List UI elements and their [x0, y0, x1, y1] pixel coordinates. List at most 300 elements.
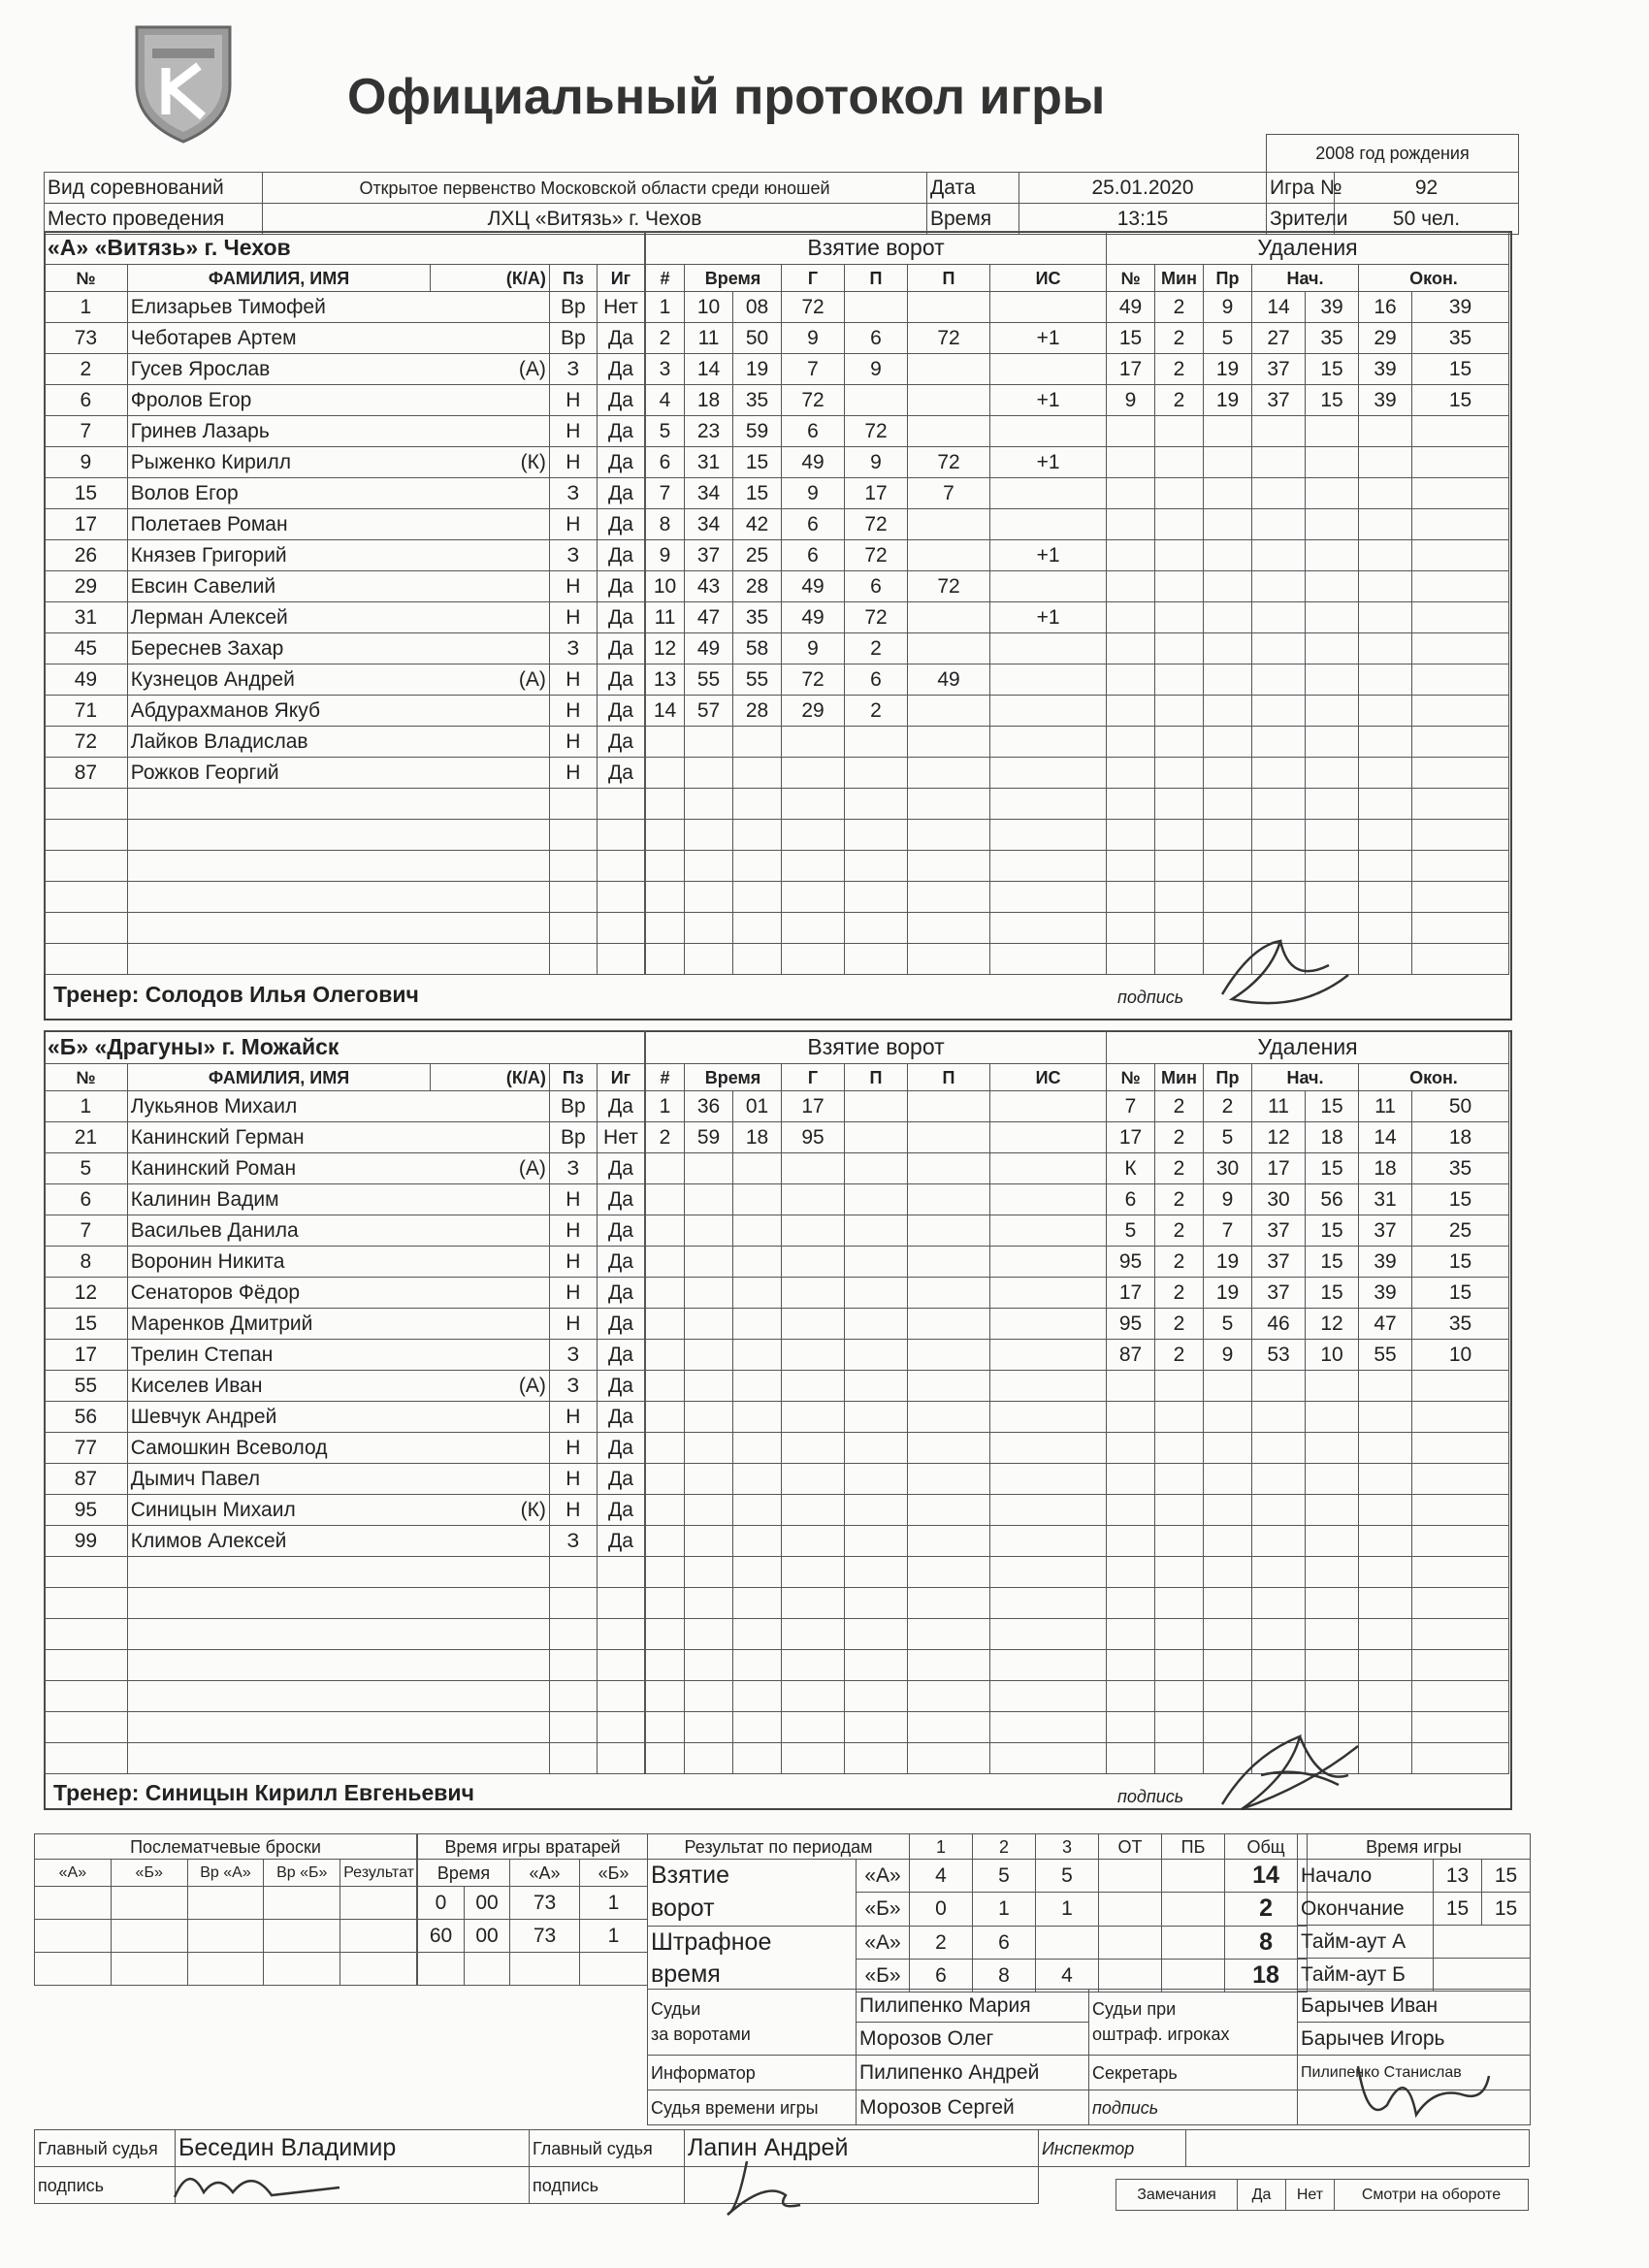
team-b-goals	[645, 1030, 1107, 1774]
empty-cell	[685, 727, 733, 758]
goal-row	[646, 354, 1107, 385]
empty-cell	[990, 1588, 1107, 1619]
player-number: 2	[45, 354, 128, 385]
goal-a2	[908, 354, 990, 385]
empty-cell	[782, 1495, 845, 1526]
table-row	[45, 1526, 645, 1557]
goalie-time-sec: 00	[465, 1920, 510, 1953]
player-name: Васильев Данила	[127, 1215, 431, 1247]
empty-cell	[990, 1557, 1107, 1588]
goal-m: 11	[685, 323, 733, 354]
empty-cell	[733, 1402, 782, 1433]
empty-cell	[431, 1712, 550, 1743]
pen-header-num: №	[1107, 1064, 1155, 1091]
empty-cell	[1252, 727, 1306, 758]
empty-cell	[646, 1588, 685, 1619]
chief-label-2: Главный судья	[530, 2130, 685, 2167]
empty-cell	[908, 1712, 990, 1743]
player-played: Да	[597, 1184, 644, 1215]
remarks-no[interactable]: Нет	[1286, 2180, 1335, 2211]
penalty-em: 47	[1359, 1309, 1412, 1340]
secretary-value: Пилипенко Станислав	[1298, 2056, 1531, 2090]
player-number: 77	[45, 1433, 128, 1464]
goal-n: 7	[646, 478, 685, 509]
period-value	[1162, 1926, 1225, 1959]
goal-n: 10	[646, 571, 685, 602]
player-played: Да	[597, 1464, 644, 1495]
player-position: З	[549, 1153, 597, 1184]
goal-s: 15	[733, 478, 782, 509]
empty-cell	[1412, 1588, 1509, 1619]
empty-cell	[1252, 1526, 1306, 1557]
empty-cell	[1204, 509, 1252, 540]
player-position: Вр	[549, 323, 597, 354]
empty-cell	[1412, 664, 1509, 696]
empty-cell	[45, 1743, 128, 1774]
periods-team: «А»	[857, 1860, 910, 1893]
penalty-num: 17	[1107, 1278, 1155, 1309]
empty-cell	[733, 913, 782, 944]
empty-cell	[1204, 696, 1252, 727]
empty-cell	[1359, 1557, 1412, 1588]
empty-cell	[646, 1309, 685, 1340]
empty-cell	[646, 1526, 685, 1557]
empty-cell	[1306, 1526, 1359, 1557]
empty-cell	[1306, 1464, 1359, 1495]
empty-cell	[1359, 540, 1412, 571]
penalty-sm: 37	[1252, 1215, 1306, 1247]
empty-cell	[646, 1340, 685, 1371]
player-number: 87	[45, 1464, 128, 1495]
player-played: Нет	[597, 1122, 644, 1153]
goal-row	[646, 1091, 1107, 1122]
goals-header-time: Время	[685, 265, 782, 292]
goalie-team-a: 73	[510, 1920, 580, 1953]
empty-cell	[597, 820, 644, 851]
player-name: Береснев Захар	[127, 633, 431, 664]
penalty-num: К	[1107, 1153, 1155, 1184]
roster-header-num: №	[45, 1064, 128, 1091]
table-row	[45, 1495, 645, 1526]
league-logo	[131, 17, 236, 146]
player-position: Н	[549, 1495, 597, 1526]
empty-cell	[1155, 882, 1204, 913]
player-role	[431, 1278, 550, 1309]
empty-cell	[1412, 1650, 1509, 1681]
player-position: Н	[549, 1215, 597, 1247]
empty-cell	[1252, 1650, 1306, 1681]
empty-cell	[1107, 913, 1155, 944]
player-position: Н	[549, 385, 597, 416]
empty-cell	[845, 1371, 908, 1402]
goal-row	[646, 1122, 1107, 1153]
empty-cell	[1359, 1495, 1412, 1526]
empty-cell	[1306, 789, 1359, 820]
player-number: 45	[45, 633, 128, 664]
goalie-time-col-a: «А»	[510, 1860, 580, 1887]
goal-n: 2	[646, 1122, 685, 1153]
player-position: З	[549, 540, 597, 571]
player-played: Да	[597, 696, 644, 727]
empty-cell	[1252, 571, 1306, 602]
empty-cell	[1204, 727, 1252, 758]
player-position: Вр	[549, 1122, 597, 1153]
table-row	[45, 1184, 645, 1215]
empty-cell	[646, 1495, 685, 1526]
table-row	[45, 1340, 645, 1371]
empty-cell	[782, 1309, 845, 1340]
goal-g: 9	[782, 323, 845, 354]
empty-cell	[597, 789, 644, 820]
empty-cell	[431, 1619, 550, 1650]
empty-cell	[908, 1309, 990, 1340]
empty-cell	[1107, 509, 1155, 540]
player-number: 17	[45, 509, 128, 540]
penalty-ss: 56	[1306, 1184, 1359, 1215]
period-value	[1162, 1860, 1225, 1893]
player-played: Да	[597, 1278, 644, 1309]
empty-cell	[1107, 1619, 1155, 1650]
empty-cell	[908, 1215, 990, 1247]
empty-cell	[127, 1619, 431, 1650]
chief-sig-label-2: подпись	[530, 2167, 685, 2204]
goal-s: 35	[733, 602, 782, 633]
penalty-row	[1107, 1184, 1509, 1215]
goals-header-g: Г	[782, 1064, 845, 1091]
empty-cell	[1359, 1464, 1412, 1495]
empty-cell	[549, 820, 597, 851]
pen-header-min: Мин	[1155, 1064, 1204, 1091]
empty-cell	[1155, 1619, 1204, 1650]
goal-row	[646, 571, 1107, 602]
penalty-min: 2	[1155, 1340, 1204, 1371]
player-played: Да	[597, 727, 644, 758]
penalty-em: 29	[1359, 323, 1412, 354]
goal-n: 3	[646, 354, 685, 385]
empty-cell	[733, 1278, 782, 1309]
empty-cell	[1359, 478, 1412, 509]
pen-header-reason: Пр	[1204, 265, 1252, 292]
period-value	[1162, 1893, 1225, 1926]
empty-cell	[1204, 478, 1252, 509]
empty-cell	[1306, 1557, 1359, 1588]
empty-cell	[782, 1588, 845, 1619]
empty-cell	[45, 851, 128, 882]
empty-cell	[646, 1743, 685, 1774]
empty-cell	[1359, 758, 1412, 789]
empty-cell	[1412, 1526, 1509, 1557]
penalty-num: 95	[1107, 1247, 1155, 1278]
empty-cell	[845, 1153, 908, 1184]
goalie-time-table	[417, 1833, 648, 1986]
empty-cell	[1155, 1464, 1204, 1495]
penalty-ss: 10	[1306, 1340, 1359, 1371]
empty-cell	[1204, 1619, 1252, 1650]
penalty-pr: 19	[1204, 1247, 1252, 1278]
empty-cell	[908, 851, 990, 882]
penalty-min: 2	[1155, 1247, 1204, 1278]
penalty-ss: 12	[1306, 1309, 1359, 1340]
table-row	[45, 416, 645, 447]
player-played: Да	[597, 758, 644, 789]
goal-g: 49	[782, 602, 845, 633]
empty-cell	[431, 1588, 550, 1619]
player-role	[431, 1526, 550, 1557]
goal-m: 47	[685, 602, 733, 633]
inspector-label: Инспектор	[1039, 2130, 1186, 2167]
end-label: Окончание	[1298, 1893, 1434, 1926]
empty-cell	[45, 944, 128, 975]
period-value	[1099, 1860, 1162, 1893]
goalie-team-b: 1	[580, 1887, 648, 1920]
roster-header-num: №	[45, 265, 128, 292]
empty-cell	[1359, 696, 1412, 727]
goal-row	[646, 385, 1107, 416]
empty-cell	[1155, 1681, 1204, 1712]
goal-m: 43	[685, 571, 733, 602]
goal-is: +1	[990, 540, 1107, 571]
empty-cell	[990, 1309, 1107, 1340]
empty-cell	[1359, 882, 1412, 913]
empty-cell	[597, 1557, 644, 1588]
player-position: З	[549, 1526, 597, 1557]
goal-a1: 6	[845, 571, 908, 602]
empty-cell	[990, 820, 1107, 851]
empty-cell	[845, 1557, 908, 1588]
empty-cell	[1412, 851, 1509, 882]
empty-cell	[646, 913, 685, 944]
empty-cell	[1359, 944, 1412, 975]
empty-cell	[45, 1588, 128, 1619]
player-role	[431, 1215, 550, 1247]
empty-cell	[908, 1743, 990, 1774]
goal-a1: 9	[845, 447, 908, 478]
player-name: Лайков Владислав	[127, 727, 431, 758]
empty-cell	[733, 1215, 782, 1247]
penalty-num: 17	[1107, 354, 1155, 385]
goal-a2	[908, 633, 990, 664]
empty-cell	[733, 1184, 782, 1215]
goal-row	[646, 664, 1107, 696]
player-position: Н	[549, 602, 597, 633]
pen-header-reason: Пр	[1204, 1064, 1252, 1091]
empty-cell	[1412, 1743, 1509, 1774]
empty-cell	[646, 820, 685, 851]
goal-a1	[845, 292, 908, 323]
goal-g: 72	[782, 385, 845, 416]
goal-g: 49	[782, 571, 845, 602]
player-played: Да	[597, 1340, 644, 1371]
empty-cell	[733, 1340, 782, 1371]
empty-cell	[782, 727, 845, 758]
player-name: Самошкин Всеволод	[127, 1433, 431, 1464]
penalties-title: Удаления	[1107, 232, 1509, 265]
empty-cell	[733, 789, 782, 820]
empty-cell	[1204, 1681, 1252, 1712]
player-name: Волов Егор	[127, 478, 431, 509]
penalty-ss: 39	[1306, 292, 1359, 323]
penalty-ss: 15	[1306, 354, 1359, 385]
empty-cell	[1107, 820, 1155, 851]
penalty-ss: 15	[1306, 1247, 1359, 1278]
empty-cell	[1204, 540, 1252, 571]
empty-cell	[908, 1340, 990, 1371]
empty-cell	[1155, 1526, 1204, 1557]
empty-cell	[597, 1743, 644, 1774]
empty-cell	[646, 789, 685, 820]
player-role	[431, 758, 550, 789]
empty-cell	[1204, 1588, 1252, 1619]
empty-cell	[990, 913, 1107, 944]
empty-cell	[908, 913, 990, 944]
empty-cell	[733, 1309, 782, 1340]
empty-cell	[845, 1215, 908, 1247]
player-position: Н	[549, 727, 597, 758]
goalie-time-title: Время игры вратарей	[418, 1834, 648, 1860]
goal-a1: 6	[845, 664, 908, 696]
player-role: (А)	[431, 664, 550, 696]
empty-cell	[1306, 1495, 1359, 1526]
empty-cell	[1412, 416, 1509, 447]
empty-cell	[685, 1495, 733, 1526]
player-played: Да	[597, 1153, 644, 1184]
empty-cell	[1107, 1433, 1155, 1464]
informer-label: Информатор	[648, 2056, 857, 2090]
empty-cell	[646, 1557, 685, 1588]
goal-m: 31	[685, 447, 733, 478]
goalie-time-col-b: «Б»	[580, 1860, 648, 1887]
empty-cell	[431, 882, 550, 913]
empty-cell	[845, 1184, 908, 1215]
player-role	[431, 416, 550, 447]
player-name: Евсин Савелий	[127, 571, 431, 602]
chief-judge-1: Беседин Владимир	[176, 2130, 530, 2167]
empty-cell	[431, 1743, 550, 1774]
penalty-pr: 19	[1204, 354, 1252, 385]
penalty-pr: 2	[1204, 1091, 1252, 1122]
penalty-num: 95	[1107, 1309, 1155, 1340]
player-number: 73	[45, 323, 128, 354]
penalty-min: 2	[1155, 1184, 1204, 1215]
player-number: 95	[45, 1495, 128, 1526]
remarks-yes[interactable]: Да	[1238, 2180, 1286, 2211]
empty-cell	[685, 1650, 733, 1681]
empty-cell	[1412, 696, 1509, 727]
player-name: Лукьянов Михаил	[127, 1091, 431, 1122]
empty-cell	[1252, 1464, 1306, 1495]
periods-row-label	[648, 1860, 857, 1927]
player-number: 55	[45, 1371, 128, 1402]
penalty-es: 35	[1412, 1309, 1509, 1340]
empty-cell	[685, 1712, 733, 1743]
time-label: Время	[927, 204, 1019, 235]
empty-cell	[908, 1650, 990, 1681]
player-position: Н	[549, 1184, 597, 1215]
goal-row	[646, 292, 1107, 323]
goal-n: 14	[646, 696, 685, 727]
empty-cell	[431, 820, 550, 851]
goal-s: 50	[733, 323, 782, 354]
table-row	[45, 727, 645, 758]
empty-cell	[685, 789, 733, 820]
empty-cell	[908, 758, 990, 789]
empty-cell	[733, 1650, 782, 1681]
goal-s: 35	[733, 385, 782, 416]
roster-header-pos: Пз	[549, 265, 597, 292]
player-name: Рыженко Кирилл	[127, 447, 431, 478]
empty-cell	[782, 1712, 845, 1743]
goal-row	[646, 540, 1107, 571]
empty-cell	[1306, 727, 1359, 758]
period-value: 1	[973, 1893, 1036, 1926]
empty-cell	[1306, 509, 1359, 540]
goal-a2	[908, 696, 990, 727]
empty-cell	[1107, 1557, 1155, 1588]
table-row	[45, 696, 645, 727]
player-name: Елизарьев Тимофей	[127, 292, 431, 323]
empty-cell	[782, 944, 845, 975]
empty-cell	[733, 1153, 782, 1184]
empty-cell	[549, 1619, 597, 1650]
player-role	[431, 1464, 550, 1495]
empty-cell	[1359, 1371, 1412, 1402]
player-number: 15	[45, 478, 128, 509]
empty-cell	[1107, 540, 1155, 571]
empty-cell	[1107, 602, 1155, 633]
team-a-coach-signature	[1212, 926, 1358, 1019]
penalty-es: 25	[1412, 1215, 1509, 1247]
penalty-ss: 15	[1306, 1278, 1359, 1309]
goal-is	[990, 1091, 1107, 1122]
empty-cell	[782, 758, 845, 789]
empty-cell	[733, 758, 782, 789]
roster-header-played: Иг	[597, 265, 644, 292]
empty-cell	[431, 851, 550, 882]
periods-table	[647, 1833, 1308, 1993]
player-position: Вр	[549, 1091, 597, 1122]
empty-cell	[685, 1402, 733, 1433]
player-number: 26	[45, 540, 128, 571]
spectators-value: 50 чел.	[1335, 204, 1519, 235]
player-position: Н	[549, 416, 597, 447]
empty-cell	[733, 1371, 782, 1402]
row-label-line-1: Штрафное	[651, 1928, 772, 1956]
goals-header-p1: П	[845, 1064, 908, 1091]
goal-m: 57	[685, 696, 733, 727]
empty-cell	[1412, 882, 1509, 913]
penalty-sm: 37	[1252, 354, 1306, 385]
player-played: Нет	[597, 292, 644, 323]
goal-m: 37	[685, 540, 733, 571]
penalty-row	[1107, 1153, 1509, 1184]
player-position: Н	[549, 1402, 597, 1433]
goal-row	[646, 447, 1107, 478]
empty-cell	[1107, 447, 1155, 478]
empty-cell	[845, 1433, 908, 1464]
penalty-num: 49	[1107, 292, 1155, 323]
empty-cell	[1252, 820, 1306, 851]
empty-cell	[908, 1153, 990, 1184]
empty-cell	[549, 1557, 597, 1588]
empty-cell	[845, 1588, 908, 1619]
empty-cell	[646, 1681, 685, 1712]
empty-cell	[1252, 882, 1306, 913]
empty-cell	[908, 1557, 990, 1588]
goal-a2: 72	[908, 447, 990, 478]
penalty-em: 31	[1359, 1184, 1412, 1215]
goal-g: 9	[782, 478, 845, 509]
penalty-sm: 37	[1252, 1278, 1306, 1309]
